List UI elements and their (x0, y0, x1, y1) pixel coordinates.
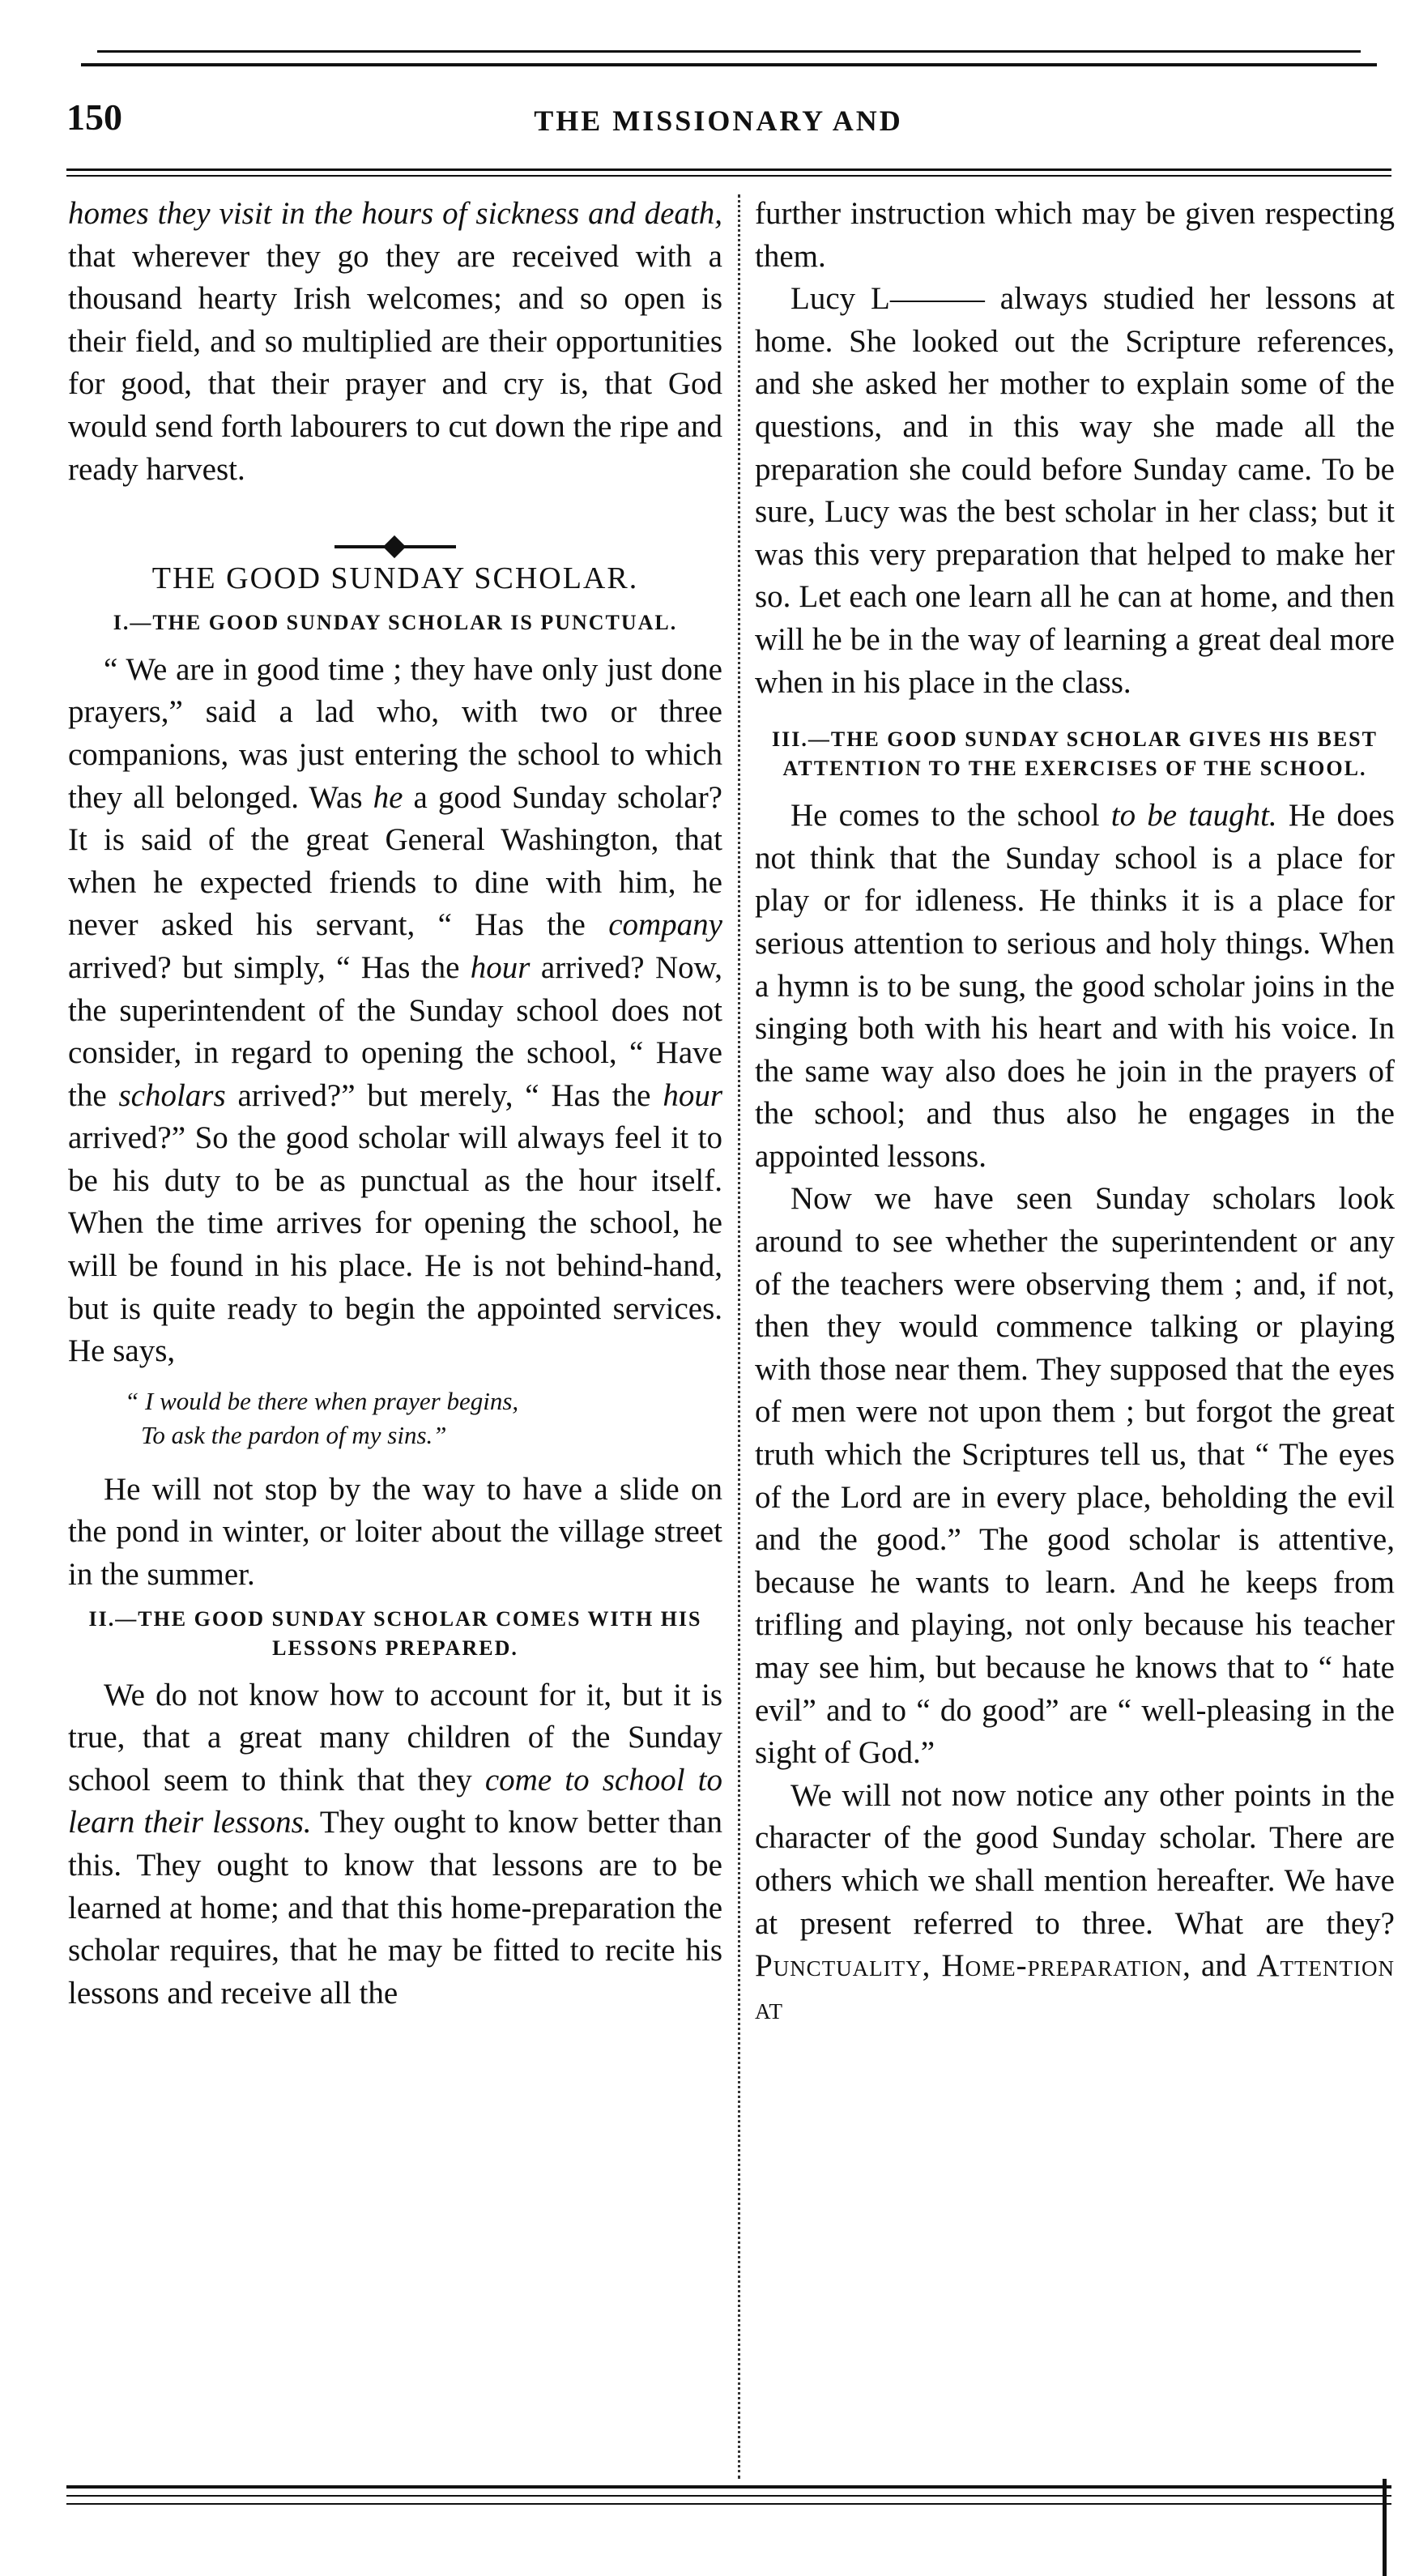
text-run: He does not think that the Sunday school is a place for play or for idleness. He thinks it is a place for serious attention to serious and holy things. When a hymn is to be sung, the good scholar joins in the singing both with his heart and with his voice. In the same way also does he join in the prayers of the school; and thus also he engages in the appointed lessons. (755, 798, 1395, 1174)
column-separator (738, 194, 740, 2479)
text-run: a good Sunday scholar? It is said of the great General Washington, that when he expected friends to dine with him, he never asked his servant, “ Has the (68, 779, 722, 943)
text-run: come to school to learn their lessons. (68, 1762, 722, 1840)
text-run: Punctuality, Home-preparation, (755, 1948, 1191, 1984)
section-2-paragraph-1 (68, 1674, 722, 2015)
section-1-paragraph-1 (68, 649, 722, 1373)
text-run: homes they visit in the hours of sickness and death, (68, 196, 722, 231)
text-run: They ought to know better than this. They ought to know that lessons are to be learned at home; and that this home-preparation the scholar requires, that he may be fitted to recite his lessons and receive all the (68, 1805, 722, 2011)
right-column (755, 193, 1395, 2030)
continued-paragraph: further instruction which may be given respecting them. (755, 196, 1395, 274)
lucy-paragraph: Lucy L——— always studied her lessons at home. She looked out the Scripture references, and she asked her mother to explain some of the questions, and in this way she made all the preparation she could before Sunday came. To be sure, Lucy was the best scholar in her class; but it was this very preparation that helped to make her so. Let each one learn all he can at home, and then will he be in the way of learning a great deal more when in his place in the class. (755, 281, 1395, 700)
bottom-rule (66, 2485, 1391, 2489)
text-run: scholars (118, 1077, 226, 1113)
text-run: that wherever they go they are received with a thousand hearty Irish welcomes; and so open is their field, and so multiplied are their opportunities for good, that their prayer and cry is, that God would send forth labourers to cut down the ripe and ready harvest. (68, 238, 722, 487)
text-run: We do not know how to account for it, but it is true, that a great many children of the Sunday school seem to think that they (68, 1677, 722, 1798)
text-run: and (1191, 1948, 1257, 1984)
section-2-heading: II.—THE GOOD SUNDAY SCHOLAR COMES WITH HIS LESSONS PREPARED. (88, 1606, 702, 1660)
text-run: to be taught. (1110, 798, 1277, 834)
page-header (66, 89, 1370, 162)
text-run: We will not now notice any other points in the character of the good Sunday scholar. There are others which we shall mention hereafter. We have at present referred to three. What are they? (755, 1777, 1395, 1941)
top-rule (81, 63, 1377, 66)
text-run: arrived? Now, the superintendent of the Sunday school does not consider, in regard to opening the school, “ Have the (68, 949, 722, 1113)
verse-quote (125, 1384, 722, 1452)
text-run: arrived?” So the good scholar will always feel it to be his duty to be as punctual as the hour itself. When the time arrives for opening the school, he will be found in his place. He is not behind-hand, but is quite ready to begin the appointed services. He says, (68, 1120, 722, 1369)
text-run: he (373, 779, 403, 815)
section-divider (68, 523, 722, 540)
text-run: arrived? but simply, “ Has the (68, 949, 471, 985)
edge-mark (1383, 2479, 1387, 2576)
section-3-paragraph-1 (755, 795, 1395, 1178)
article-title: THE GOOD SUNDAY SCHOLAR. (151, 561, 639, 596)
section-3-heading: III.—THE GOOD SUNDAY SCHOLAR GIVES HIS BEST ATTENTION TO THE EXERCISES OF THE SCHOOL. (772, 727, 1378, 781)
section-1-paragraph-2: He will not stop by the way to have a slide on the pond in winter, or loiter about the village street in the summer. (68, 1471, 722, 1593)
header-rule (66, 168, 1391, 171)
text-run: Attention at (755, 1948, 1395, 2026)
running-head: THE MISSIONARY AND (534, 104, 903, 137)
text-run: hour (663, 1077, 722, 1113)
bottom-rule-2 (66, 2495, 1391, 2497)
intro-paragraph (68, 193, 722, 491)
left-column (68, 193, 722, 2015)
page-number: 150 (66, 96, 122, 138)
verse-line-1: “ I would be there when prayer begins, (125, 1386, 519, 1415)
bottom-rule-3 (66, 2503, 1391, 2505)
section-3-paragraph-2: Now we have seen Sunday scholars look around to see whether the superintendent or any of the teachers were observing them ; and, if not, then they would commence talking or playing with those near them. They supposed that the eyes of men were not upon them ; but forgot the great truth which the Scriptures tell us, that “ The eyes of the Lord are in every place, beholding the evil and the good.” The good scholar is attentive, because he wants to learn. And he keeps from trifling and playing, not only because his teacher may see him, but because he knows that to “ hate evil” and to “ do good” are “ well-pleasing in the sight of God.” (755, 1181, 1395, 1771)
section-1-heading: I.—THE GOOD SUNDAY SCHOLAR IS PUNCTUAL. (113, 610, 678, 634)
text-run: company (608, 907, 722, 943)
verse-line-2: To ask the pardon of my sins.” (141, 1420, 447, 1449)
header-rule-2 (66, 175, 1391, 177)
text-run: “ We are in good time ; they have only just done prayers,” said a lad who, with two or three companions, was just entering the school to which they all belonged. Was (68, 651, 722, 815)
text-run: He comes to the school (790, 798, 1111, 834)
top-rule-thin (97, 50, 1361, 53)
text-run: arrived?” but merely, “ Has the (225, 1077, 663, 1113)
text-run: hour (470, 949, 531, 985)
section-3-paragraph-3 (755, 1775, 1395, 2031)
